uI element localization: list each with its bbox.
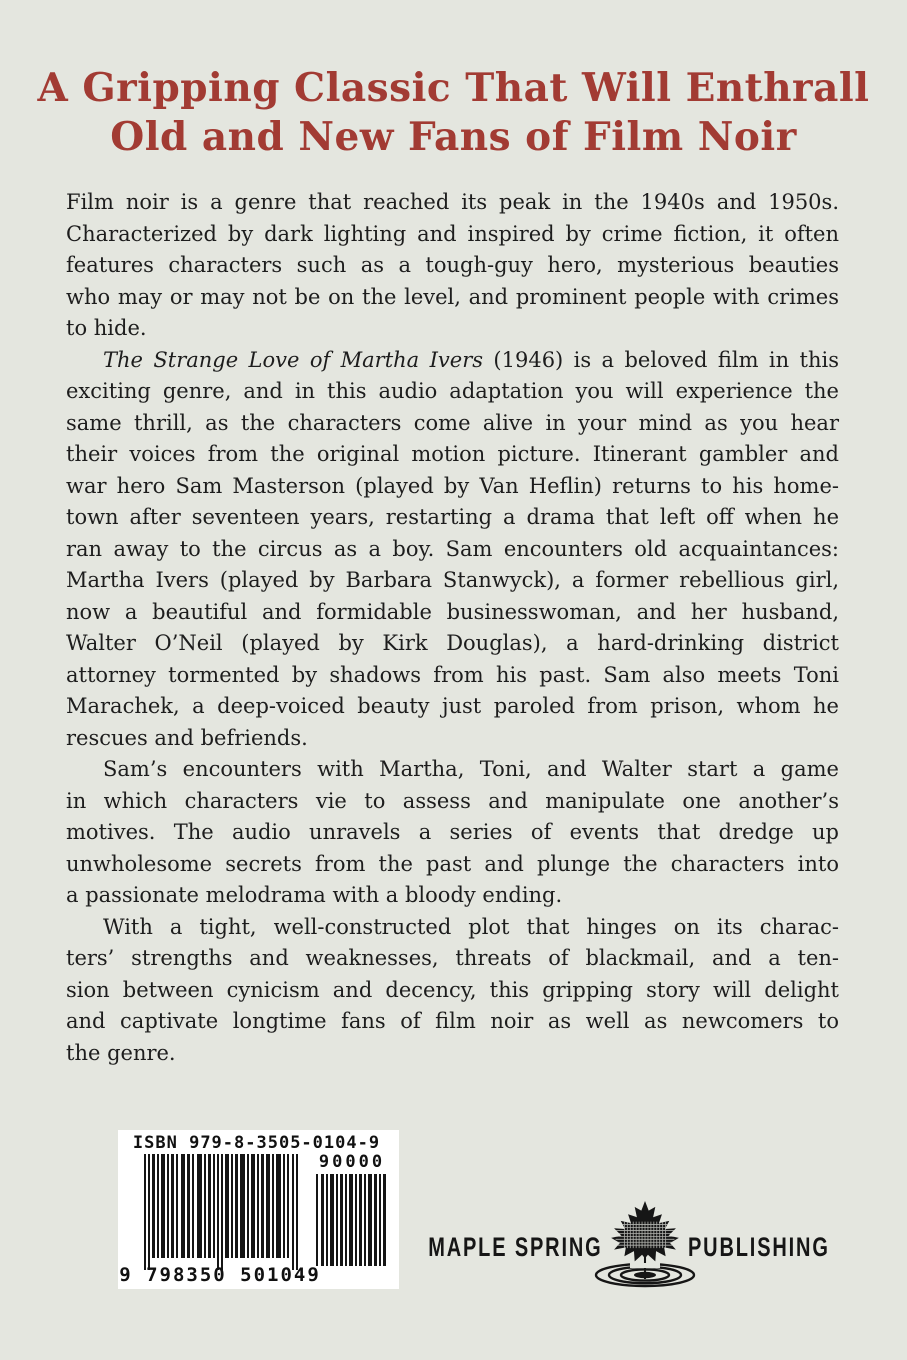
water-ripples-icon: [593, 1263, 697, 1289]
body-line: attorney tormented by shadows from his past. Sam also meets Toni: [66, 662, 839, 687]
body-line: sion between cynicism and decency, this gripping story will delight: [66, 977, 839, 1002]
barcode-panel: [118, 1130, 399, 1289]
price-code: 90000: [318, 1152, 386, 1172]
body-line: Film noir is a genre that reached its peak in the 1940s and 1950s.: [66, 190, 839, 214]
body-line: Sam’s encounters with Martha, Toni, and Walter start a game: [103, 757, 839, 781]
body-line: features characters such as a tough-guy hero, mysterious beauties: [66, 253, 839, 277]
headline-line-1: A Gripping Classic That Will Enthrall: [37, 65, 870, 111]
paragraph: [66, 187, 839, 345]
body-line: The Strange Love of Martha Ivers (1946) is a beloved film in this: [103, 347, 839, 372]
paragraph: [66, 345, 839, 755]
body-line: to hide.: [66, 316, 147, 340]
body-line: the genre.: [66, 1040, 176, 1065]
body-line: Martha Ivers (played by Barbara Stanwyck), a former rebellious girl,: [66, 568, 839, 592]
body-line: war hero Sam Masterson (played by Van Heflin) returns to his home-: [66, 473, 839, 498]
headline-line-2: Old and New Fans of Film Noir: [110, 114, 797, 160]
paragraph: [66, 754, 839, 912]
body-line: ters’ strengths and weaknesses, threats of blackmail, and a ten-: [66, 946, 839, 970]
barcode-addon-icon: [316, 1174, 388, 1266]
body-line: their voices from the original motion picture. Itinerant gambler and: [66, 442, 839, 466]
body-line: who may or may not be on the level, and prominent people with crimes: [66, 284, 839, 309]
body-line: same thrill, as the characters come alive in your mind as you hear: [66, 410, 839, 435]
body-line: unwholesome secrets from the past and plunge the characters into: [66, 851, 839, 876]
isbn-label: ISBN 979-8-3505-0104-9: [132, 1133, 381, 1153]
body-line: and captivate longtime fans of film noir as well as newcomers to: [66, 1009, 839, 1033]
body-line: Marachek, a deep-voiced beauty just paroled from prison, whom he: [66, 694, 839, 718]
body-line: rescues and befriends.: [66, 725, 308, 750]
body-line: now a beautiful and formidable businesswoman, and her husband,: [66, 599, 839, 624]
cover-headline: [0, 64, 907, 162]
body-line: motives. The audio unravels a series of events that dredge up: [66, 820, 839, 844]
body-line: With a tight, well-constructed plot that hinges on its charac-: [103, 914, 839, 939]
body-line: Characterized by dark lighting and inspired by crime fiction, it often: [66, 221, 839, 246]
publisher-logo: [428, 1196, 845, 1306]
body-line: exciting genre, and in this audio adaptation you will experience the: [66, 379, 839, 403]
body-text: [66, 187, 839, 1069]
publisher-name-right: PUBLISHING: [688, 1232, 830, 1262]
body-line: Walter O’Neil (played by Kirk Douglas), a hard-drinking district: [66, 631, 839, 655]
barcode-digits: 9 798350 501049: [119, 1264, 321, 1286]
paragraph: [66, 912, 839, 1070]
body-line: ran away to the circus as a boy. Sam encounters old acquaintances:: [66, 536, 839, 561]
barcode-main-icon: [144, 1154, 298, 1270]
publisher-name-left: MAPLE SPRING: [428, 1232, 603, 1262]
body-line: town after seventeen years, restarting a drama that left off when he: [66, 505, 839, 529]
body-line: a passionate melodrama with a bloody ending.: [66, 883, 563, 907]
body-line: in which characters vie to assess and manipulate one another’s: [66, 788, 839, 813]
